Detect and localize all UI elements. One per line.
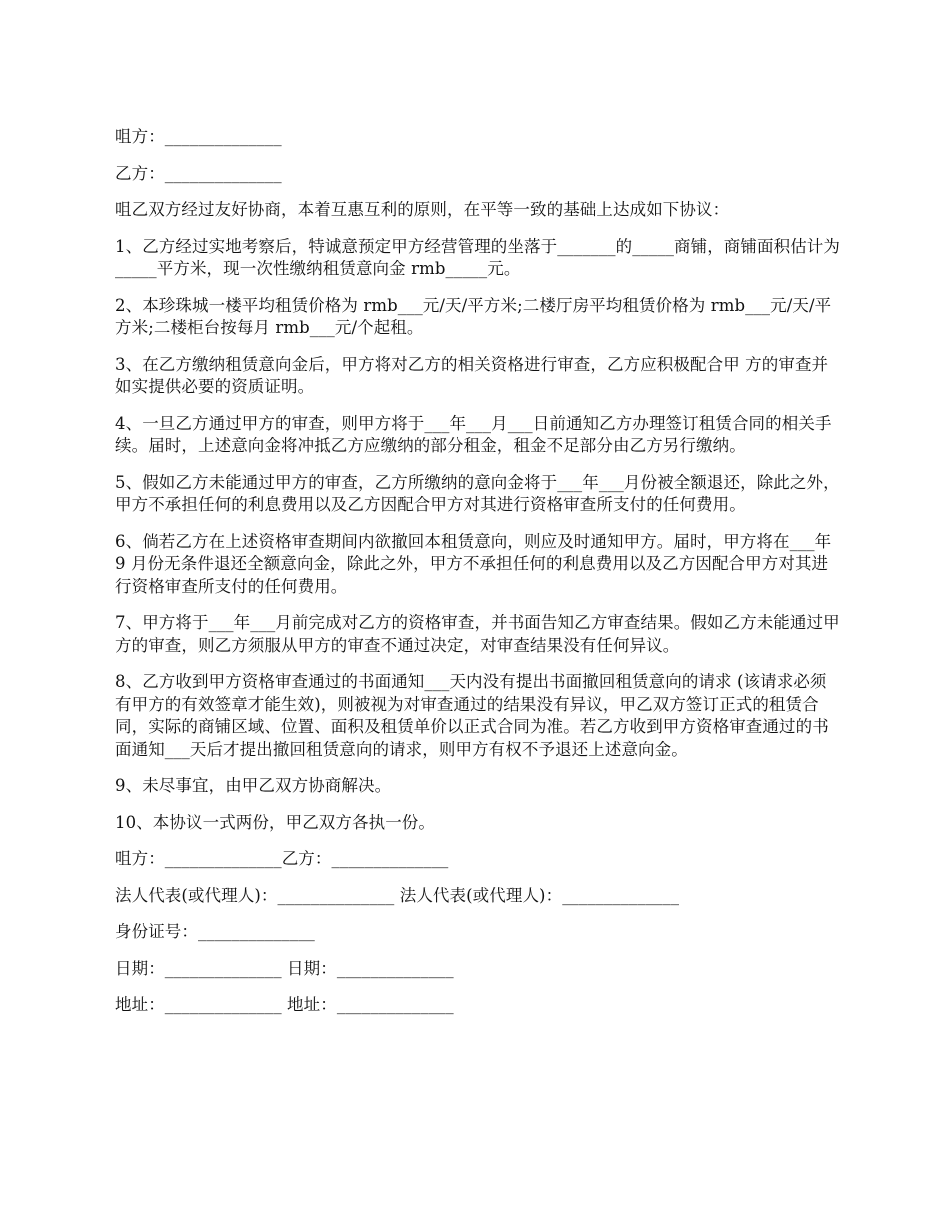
signature-id-line: 身份证号：______________ — [115, 922, 315, 941]
clause-10: 10、本协议一式两份，甲乙双方各执一份。 — [115, 812, 435, 832]
clause-5: 5、假如乙方未能通过甲方的审查，乙方所缴纳的意向金将于___年___月份被全额退还，除此之外，甲方不承担任何的利息费用以及乙方因配合甲方对其进行资格审查所支付的任何费用。 — [115, 472, 840, 514]
party-b-line: 乙方：______________ — [115, 163, 282, 183]
clause-1: 1、乙方经过实地考察后，特诚意预定甲方经营管理的坐落于_______的_____商铺，商铺面积估计为_____平方米，现一次性缴纳租赁意向金 rmb_____元。 — [115, 236, 840, 278]
signature-address-line: 地址：______________ 地址：______________ — [115, 995, 454, 1014]
clause-7: 7、甲方将于___年___月前完成对乙方的资格审查，并书面告知乙方审查结果。假如乙方未能通过甲方的审查，则乙方须服从甲方的审查不通过决定，对审查结果没有任何异议。 — [115, 613, 840, 655]
signature-parties-line: 咀方：______________乙方：______________ — [115, 849, 449, 868]
intro-paragraph: 咀乙双方经过友好协商，本着互惠互利的原则，在平等一致的基础上达成如下协议： — [115, 200, 730, 219]
clause-6: 6、倘若乙方在上述资格审查期间内欲撤回本租赁意向，则应及时通知甲方。届时，甲方将在___年 9 月份无条件退还全额意向金，除此之外，甲方不承担任何的利息费用以及乙方因配合甲方对其进行资格审查所支付的任何费用。 — [115, 531, 837, 596]
party-a-line: 咀方：______________ — [115, 127, 282, 146]
clause-9: 9、未尽事宜，由甲乙双方协商解决。 — [115, 776, 392, 795]
signature-date-line: 日期：______________ 日期：______________ — [115, 958, 454, 978]
clause-8: 8、乙方收到甲方资格审查通过的书面通知___天内没有提出书面撤回租赁意向的请求 (该请求必须有甲方的有效签章才能生效)，则被视为对审查通过的结果没有异议，甲乙双方签订正式的租赁合同，实际的商铺区域、位置、面积及租赁单价以正式合同为准。若乙方收到甲方资格审查通过的书面通知___天后才提出撤回租赁意向的请求，则甲方有权不予退还上述意向金。 — [115, 672, 829, 759]
clause-2: 2、本珍珠城一楼平均租赁价格为 rmb___元/天/平方米;二楼厅房平均租赁价格为 rmb___元/天/平方米;二楼柜台按每月 rmb___元/个起租。 — [115, 295, 832, 337]
clause-3: 3、在乙方缴纳租赁意向金后，甲方将对乙方的相关资格进行审查，乙方应积极配合甲 方的审查并如实提供必要的资质证明。 — [115, 354, 829, 396]
contract-document — [115, 126, 840, 1031]
clause-4: 4、一旦乙方通过甲方的审查，则甲方将于___年___月___日前通知乙方办理签订租赁合同的相关手续。届时，上述意向金将冲抵乙方应缴纳的部分租金，租金不足部分由乙方另行缴纳。 — [115, 413, 832, 455]
signature-legal-rep-line: 法人代表(或代理人)：______________ 法人代表(或代理人)：______________ — [115, 885, 680, 905]
